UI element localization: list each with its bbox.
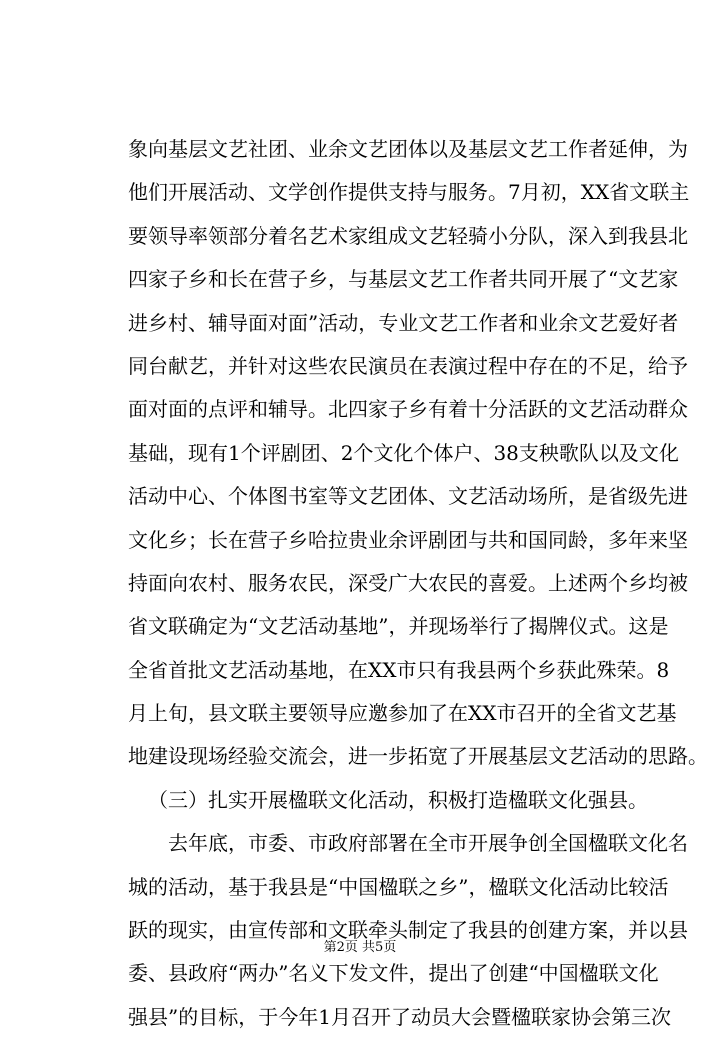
section-heading: （三）扎实开展楹联文化活动，积极打造楹联文化强县。: [148, 787, 648, 812]
paragraph-1-line-11: 持面向农村、服务农民，深受广大农民的喜爱。上述两个乡均被: [128, 570, 688, 595]
paragraph-1-line-13: 全省首批文艺活动基地，在XX市只有我县两个乡获此殊荣。8: [128, 657, 670, 682]
paragraph-1-line-15: 地建设现场经验交流会，进一步拓宽了开展基层文艺活动的思路。: [128, 744, 708, 769]
paragraph-1-line-6: 同台献艺，并针对这些农民演员在表演过程中存在的不足，给予: [128, 353, 688, 378]
page-footer: [0, 938, 720, 958]
paragraph-1-line-3: 要领导率领部分着名艺术家组成文艺轻骑小分队，深入到我县北: [128, 223, 688, 248]
paragraph-2-line-5: 强县”的目标，于今年1月召开了动员大会暨楹联家协会第三次: [128, 1004, 671, 1029]
paragraph-2-line-2: 城的活动，基于我县是“中国楹联之乡”，楹联文化活动比较活: [128, 874, 669, 899]
paragraph-1-line-4: 四家子乡和长在营子乡，与基层文艺工作者共同开展了“文艺家: [128, 267, 679, 292]
paragraph-1-line-5: 进乡村、辅导面对面”活动，专业文艺工作者和业余文艺爱好者: [128, 310, 679, 335]
document-body: [128, 128, 708, 1039]
paragraph-2-line-3: 跃的现实，由宣传部和文联牵头制定了我县的创建方案，并以县: [128, 918, 688, 943]
paragraph-1-line-9: 活动中心、个体图书室等文艺团体、文艺活动场所，是省级先进: [128, 484, 688, 509]
paragraph-1-line-10: 文化乡；长在营子乡哈拉贵业余评剧团与共和国同龄，多年来坚: [128, 527, 688, 552]
paragraph-1-line-1: 象向基层文艺社团、业余文艺团体以及基层文艺工作者延伸，为: [128, 137, 688, 161]
paragraph-1-line-2: 他们开展活动、文学创作提供支持与服务。7月初，XX省文联主: [128, 180, 690, 205]
paragraph-1-line-8: 基础，现有1个评剧团、2个文化个体户、38支秧歌队以及文化: [128, 440, 679, 465]
paragraph-2-line-4: 委、县政府“两办”名义下发文件，提出了创建“中国楹联文化: [128, 961, 659, 986]
paragraph-1-line-14: 月上旬，县文联主要领导应邀参加了在XX市召开的全省文艺基: [128, 701, 677, 726]
paragraph-1-line-7: 面对面的点评和辅导。北四家子乡有着十分活跃的文艺活动群众: [128, 397, 688, 422]
page-indicator: 第2页 共5页: [323, 940, 397, 955]
paragraph-1-line-12: 省文联确定为“文艺活动基地”，并现场举行了揭牌仪式。这是: [128, 614, 669, 639]
paragraph-2-line-1: 去年底，市委、市政府部署在全市开展争创全国楹联文化名: [168, 831, 688, 856]
